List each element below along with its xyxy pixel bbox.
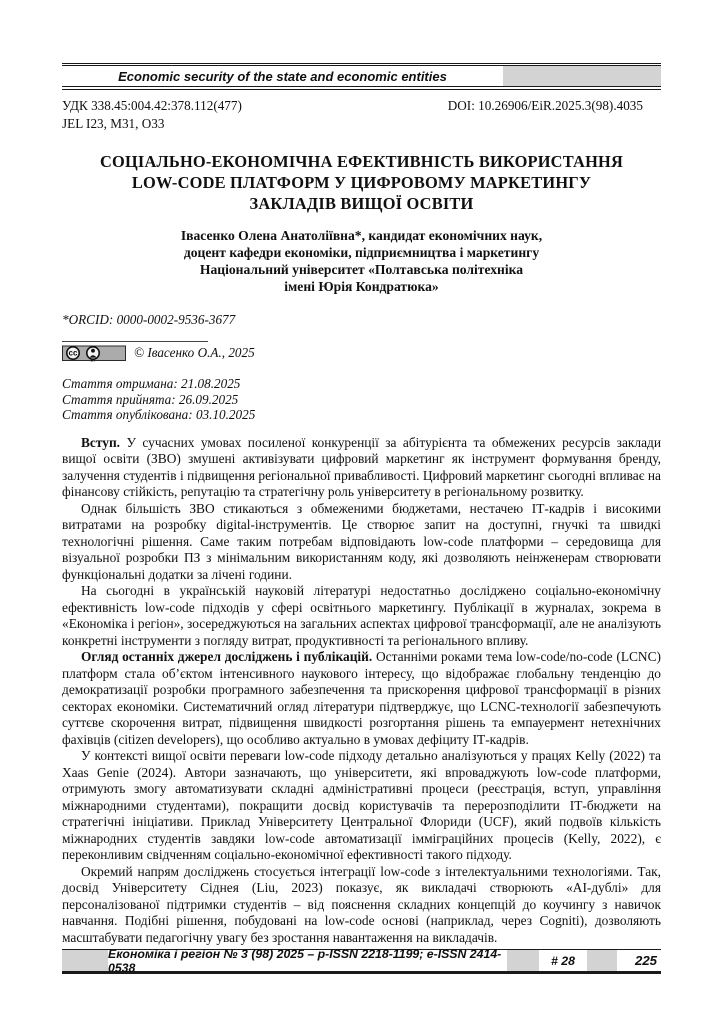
author-block [62,227,661,295]
date-received: Стаття отримана: 21.08.2025 [62,376,241,391]
udc-code: УДК 338.45:004.42:378.112(477) [62,98,242,113]
date-published: Стаття опублікована: 03.10.2025 [62,407,256,422]
body-paragraph: На сьогодні в українській науковій літературі недостатньо досліджено соціально-економічну ефективність low-code підходів у сфері освітнього маркетингу. Публікації в журналах, зокрема в «Економіка і регіон», зосереджуються на загальних аспектах цифрової трансформації, але не аналізують конкретні інструменти з погляду витрат, продуктивності та регіонального впливу. [62,583,661,648]
footer-gray-block [62,950,108,971]
author-line: Національний університет «Полтавська політехніка [199,262,524,277]
body-paragraph: Огляд останніх джерел досліджень і публікацій. Останніми роками тема low-code/no-code (LCNC) платформ стала об’єктом інтенсивного наукового інтересу, що відображає глобальну тенденцію до демократизації розробки програмного забезпечення та прискорення цифрової трансформації в різних секторах економіки. Систематичний огляд літератури підтверджує, що LCNC-технології забезпечують суттєве скорочення витрат, підвищення швидкості розгортання рішень та емпауермент нетехнічних фахівців (citizen developers), що особливо актуально в умовах дефіциту ІТ-кадрів. [62,649,661,747]
cc-by-badge-icon [62,345,126,362]
footer-journal-line: Економіка і регіон № 3 (98) 2025 – p-ISSN 2218-1199; e-ISSN 2414-0538 [108,950,507,971]
body-paragraph: Вступ. У сучасних умовах посиленої конкуренції за абітурієнта та обмежених ресурсів заклади вищої освіти (ЗВО) змушені активізувати цифровий маркетинг як інструмент формування бренду, залучення студентів і підвищення регіональної привабливості. Цифровий маркетинг сьогодні впливає на фінансову стійкість, репутацію та стратегічну роль університету в регіональному розвитку. [62,434,661,499]
footer-gray-block [587,950,617,971]
body-paragraph: Однак більшість ЗВО стикаються з обмеженими бюджетами, нестачею ІТ-кадрів і високими витратами на розробку digital-інструментів. Це створює запит на доступні, гнучкі та швидкі технологічні рішення. Саме таким потребам відповідають low-code платформи – середовища для візуальної розробки ПЗ з мінімальним використанням коду, які дозволяють неінженерам створювати функціональні додатки за лічені години. [62,500,661,582]
paragraph-lead: Вступ. [81,434,127,450]
author-line: Івасенко Олена Анатоліївна*, кандидат економічних наук, [180,228,543,243]
meta-row [62,98,661,113]
running-header [62,63,661,90]
article-title [62,151,661,214]
author-line: доцент кафедри економіки, підприємництва і маркетингу [183,245,540,260]
article-dates [62,376,661,423]
date-accepted: Стаття прийнята: 26.09.2025 [62,391,239,407]
article-title-line: СОЦІАЛЬНО-ЕКОНОМІЧНА ЕФЕКТИВНІСТЬ ВИКОРИСТАННЯ [99,152,624,171]
article-title-line: LOW-CODE ПЛАТФОРМ У ЦИФРОВОМУ МАРКЕТИНГУ [131,173,592,192]
copyright-note: © Івасенко О.А., 2025 [134,345,255,360]
article-title-line: ЗАКЛАДІВ ВИЩОЇ ОСВІТИ [249,194,474,213]
footer-article-number: # 28 [539,950,587,971]
paragraph-lead: Огляд останніх джерел досліджень і публікацій. [81,649,376,664]
body-paragraph: Окремий напрям досліджень стосується інтеграції low-code з інтелектуальними технологіями. Так, досвід Університету Сіднея (Liu, 2023) показує, як викладачі створюють «AI-дублі» для персоналізованої підтримки студентів – від пояснення складних концепцій до коучингу з навичок навчання. Подібні рішення, побудовані на low-code основі (наприклад, через Cogniti), дозволяють масштабувати педагогічну увагу без зростання навантаження на викладачів. [62,863,661,945]
svg-text:cc: cc [68,348,78,358]
footer-page-number: 225 [617,950,661,971]
footer-gray-block [507,950,539,971]
author-line: імені Юрія Кондратюка» [284,279,439,294]
doi-code: DOI: 10.26906/EiR.2025.3(98).4035 [447,98,643,113]
running-header-gray-block [503,66,661,86]
running-header-title: Economic security of the state and economic entities [62,66,503,86]
license-separator-rule [62,341,208,342]
article-body [62,435,661,947]
body-paragraph: У контексті вищої освіти переваги low-code підходу детально аналізуються у працях Kelly (2022) та Xaas Genie (2024). Автори зазначають, що університети, які впроваджують low-code платформи, отримують змогу автоматизувати складні адміністративні процеси (реєстрація, вступ, управління міжнародними студентами), покращити досвід користувачів та перерозподілити ІТ-бюджети на стратегічні ініціативи. Приклад Університету Центральної Флориди (UCF), який подвоїв кількість міжнародних студентів завдяки low-code автоматизації імміграційних процесів (Kelly, 2022), є переконливим свідченням соціально-економічної ефективності такого підходу. [62,748,661,862]
jel-codes: JEL I23, M31, O33 [62,116,165,131]
page-footer [62,946,661,975]
orcid-note: *ORCID: 0000-0002-9536-3677 [62,312,236,327]
svg-text:BY: BY [90,358,96,362]
license-block [62,341,661,362]
